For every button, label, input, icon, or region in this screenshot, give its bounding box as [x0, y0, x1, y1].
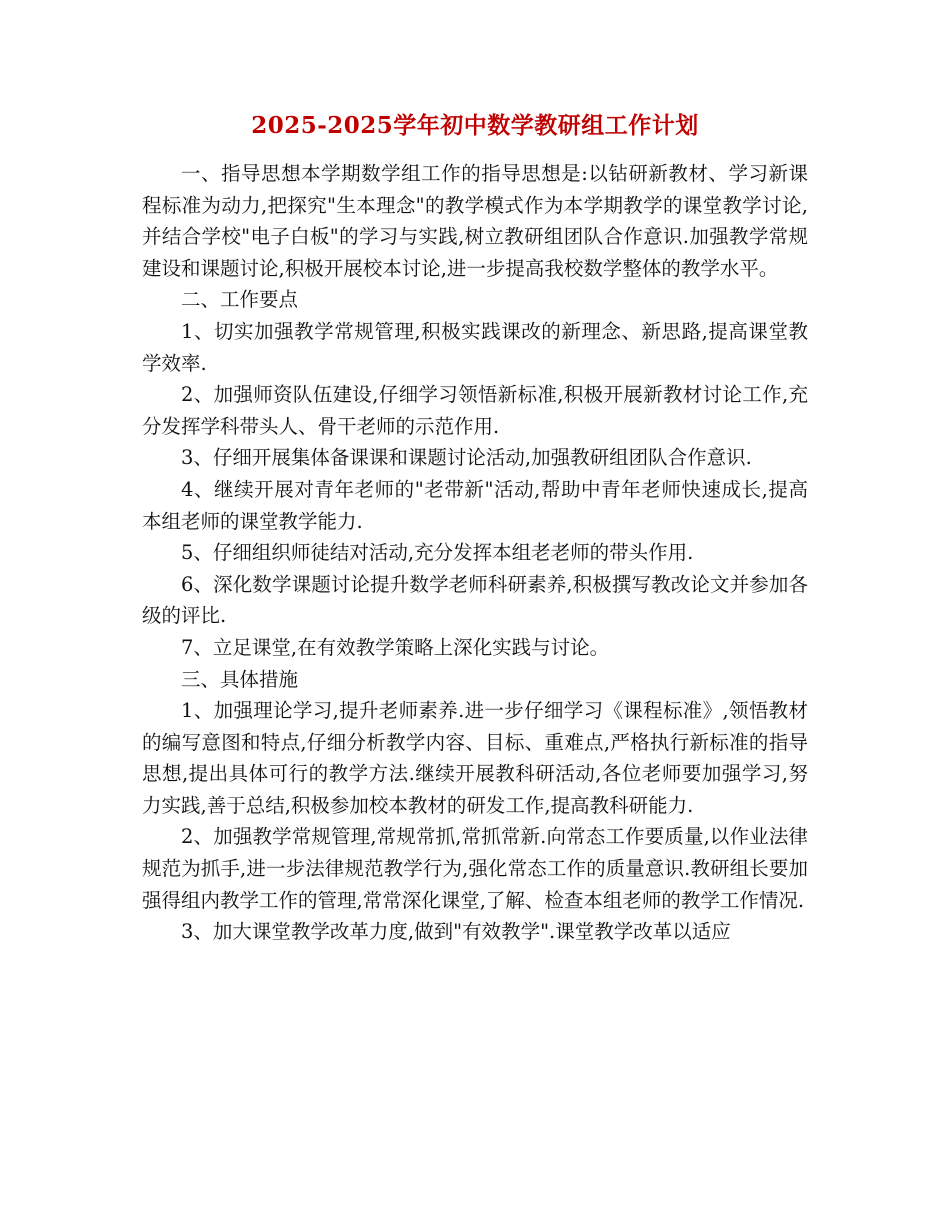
document-title: 2025-2025学年初中数学教研组工作计划	[251, 112, 699, 139]
document-body	[142, 158, 808, 948]
work-point-5: 5、仔细组织师徒结对活动,充分发挥本组老老师的带头作用.	[181, 541, 694, 565]
work-point-3: 3、仔细开展集体备课课和课题讨论活动,加强教研组团队合作意识.	[181, 446, 752, 470]
measure-3: 3、加大课堂教学改革力度,做到"有效教学".课堂教学改革以适应	[181, 920, 731, 944]
work-point-4: 4、继续开展对青年老师的"老带新"活动,帮助中青年老师快速成长,提高本组老师的课堂教学能力.	[142, 477, 808, 533]
work-point-6: 6、深化数学课题讨论提升数学老师科研素养,积极撰写教改论文并参加各级的评比.	[142, 572, 808, 628]
section-heading-work-points: 二、工作要点	[181, 288, 299, 312]
guiding-ideology-paragraph: 一、指导思想本学期数学组工作的指导思想是:以钻研新教材、学习新课程标准为动力,把探究"生本理念"的教学模式作为本学期教学的课堂教学讨论,并结合学校"电子白板"的学习与实践,树立教研组团队合作意识.加强教学常规建设和课题讨论,积极开展校本讨论,进一步提高我校数学整体的教学水平。	[142, 162, 808, 280]
measure-2: 2、加强教学常规管理,常规常抓,常抓常新.向常态工作要质量,以作业法律规范为抓手,进一步法律规范教学行为,强化常态工作的质量意识.教研组长要加强得组内教学工作的管理,常常深化课堂,了解、检查本组老师的教学工作情况.	[142, 825, 808, 912]
section-heading-measures: 三、具体措施	[181, 667, 299, 691]
measure-1: 1、加强理论学习,提升老师素养.进一步仔细学习《课程标准》,领悟教材的编写意图和特点,仔细分析教学内容、目标、重难点,严格执行新标准的指导思想,提出具体可行的教学方法.继续开展教科研活动,各位老师要加强学习,努力实践,善于总结,积极参加校本教材的研发工作,提高教科研能力.	[142, 699, 808, 817]
work-point-2: 2、加强师资队伍建设,仔细学习领悟新标准,积极开展新教材讨论工作,充分发挥学科带头人、骨干老师的示范作用.	[142, 383, 808, 438]
work-point-1: 1、切实加强教学常规管理,积极实践课改的新理念、新思路,提高课堂教学效率.	[142, 319, 808, 375]
work-point-7: 7、立足课堂,在有效教学策略上深化实践与讨论。	[181, 635, 610, 659]
